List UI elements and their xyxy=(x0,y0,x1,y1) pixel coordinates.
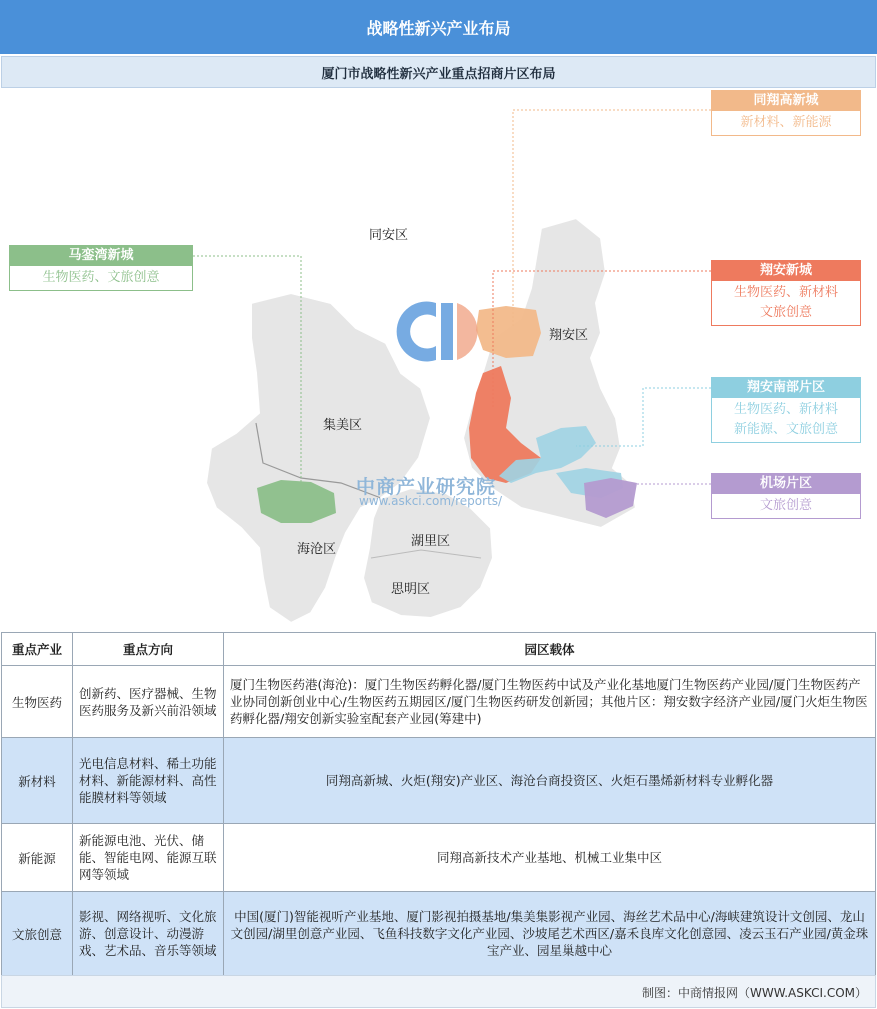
callout-title: 翔安新城 xyxy=(712,261,860,281)
page-title: 战略性新兴产业布局 xyxy=(0,0,877,54)
callout-body: 生物医药、文旅创意 xyxy=(42,270,160,285)
table-row xyxy=(2,824,876,892)
header-industry: 重点产业 xyxy=(2,633,73,666)
cell-parks: 同翔高新技术产业基地、机械工业集中区 xyxy=(224,824,876,892)
callout-body: 生物医药、新材料 文旅创意 xyxy=(733,285,838,320)
callout-title: 马銮湾新城 xyxy=(10,246,192,266)
callout-xiangan-new-city xyxy=(711,260,861,326)
watermark-url: www.askci.com/reports/ xyxy=(359,494,503,508)
table-row xyxy=(2,892,876,976)
source-credit: 制图：中商情报网（WWW.ASKCI.COM） xyxy=(642,986,867,1000)
district-jimei: 集美区 xyxy=(323,418,363,433)
table-row xyxy=(2,738,876,824)
cell-parks: 厦门生物医药港(海沧)：厦门生物医药孵化器/厦门生物医药中试及产业化基地厦门生物医药产业园/厦门生物医药产业协同创新创业中心/生物医药五期园区/厦门生物医药研发创新园；其他片区：翔安数字经济产业园/厦门火炬生物医药孵化器/翔安创新实验室配套产业园(筹建中) xyxy=(224,666,876,738)
cell-direction: 影视、网络视听、文化旅游、创意设计、动漫游戏、艺术品、音乐等领域 xyxy=(73,892,224,976)
cell-industry: 新能源 xyxy=(2,824,73,892)
cell-industry: 生物医药 xyxy=(2,666,73,738)
district-huli: 湖里区 xyxy=(411,534,451,549)
callout-body: 生物医药、新材料 新能源、文旅创意 xyxy=(733,402,838,437)
district-haicang: 海沧区 xyxy=(297,542,337,557)
watermark-logo xyxy=(397,302,478,362)
callout-title: 机场片区 xyxy=(712,474,860,494)
callout-title: 翔安南部片区 xyxy=(712,378,860,398)
callout-body: 文旅创意 xyxy=(759,498,812,513)
cell-industry: 文旅创意 xyxy=(2,892,73,976)
map-subtitle: 厦门市战略性新兴产业重点招商片区布局 xyxy=(1,56,876,88)
cell-parks: 中国(厦门)智能视听产业基地、厦门影视拍摄基地/集美集影视产业园、海丝艺术品中心/海峡建筑设计文创园、龙山文创园/湖里创意产业园、飞鱼科技数字文化产业园、沙坡尾艺术西区/嘉禾良库文化创意园、凌云玉石产业园/黄金珠宝产业、园星巢越中心 xyxy=(224,892,876,976)
industry-table xyxy=(1,632,876,976)
district-xiangan: 翔安区 xyxy=(549,328,589,343)
callout-body: 新材料、新能源 xyxy=(740,115,832,130)
watermark-brand: 中商产业研究院 xyxy=(356,476,497,498)
callout-tongxiang xyxy=(711,90,861,136)
callout-xiangan-south xyxy=(711,377,861,443)
table-row xyxy=(2,666,876,738)
cell-direction: 新能源电池、光伏、储能、智能电网、能源互联网等领域 xyxy=(73,824,224,892)
zone-tongxiang xyxy=(476,306,541,358)
district-siming: 思明区 xyxy=(391,582,431,597)
callout-title: 同翔高新城 xyxy=(712,91,860,111)
table-header-row xyxy=(2,633,876,666)
header-direction: 重点方向 xyxy=(73,633,224,666)
cell-industry: 新材料 xyxy=(2,738,73,824)
callout-airport xyxy=(711,473,861,519)
cell-direction: 创新药、医疗器械、生物医药服务及新兴前沿领域 xyxy=(73,666,224,738)
map-area xyxy=(1,88,876,630)
district-tongan: 同安区 xyxy=(369,228,409,243)
header-parks: 园区载体 xyxy=(224,633,876,666)
cell-parks: 同翔高新城、火炬(翔安)产业区、海沧台商投资区、火炬石墨烯新材料专业孵化器 xyxy=(224,738,876,824)
callout-malun-bay xyxy=(9,245,193,291)
cell-direction: 光电信息材料、稀土功能材料、新能源材料、高性能膜材料等领域 xyxy=(73,738,224,824)
